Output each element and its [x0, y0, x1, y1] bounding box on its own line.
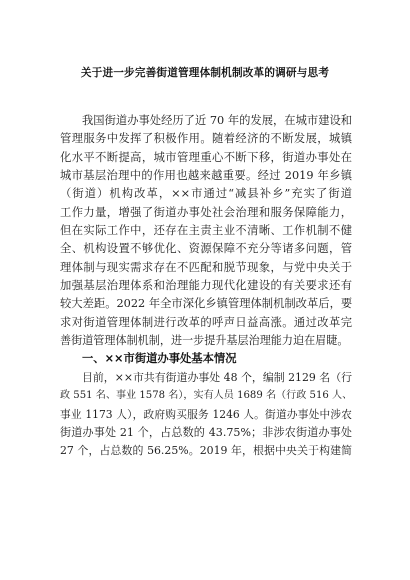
- paragraph-line: 街道办事处 21 个，占总数的 43.75%；非涉农街道办事处: [60, 425, 352, 439]
- paragraph-line: 求对街道管理体制进行改革的呼声日益高涨。通过改革完: [60, 315, 352, 329]
- paragraph-line: 27 个，占总数的 56.25%。2019 年，根据中央关于构建简: [60, 444, 352, 458]
- paragraph-line: 较大差距。2022 年全市深化乡镇管理体制机制改革后，要: [60, 297, 353, 311]
- paragraph-line: 但在实际工作中，还存在主责主业不清晰、工作机制不健: [60, 224, 352, 238]
- paragraph-line: 目前，××市共有街道办事处 48 个，编制 2129 名（行: [82, 370, 352, 384]
- paragraph-line: 善街道管理体制机制，进一步提升基层治理能力迫在眉睫。: [60, 334, 349, 348]
- document-body: [60, 112, 352, 461]
- section-heading: 一、××市街道办事处基本情况: [82, 352, 237, 366]
- paragraph-line: （街道）机构改革，××市通过“减县补乡”充实了街道: [60, 187, 352, 201]
- paragraph-line: 工作力量，增强了街道办事处社会治理和服务保障能力，: [60, 205, 352, 219]
- paragraph-line: 理体制与现实需求存在不匹配和脱节现象，与党中央关于: [60, 260, 352, 274]
- paragraph-line: 化水平不断提高，城市管理重心不断下移，街道办事处在: [60, 150, 352, 164]
- document-title: 关于进一步完善街道管理体制机制改革的调研与思考: [80, 67, 330, 79]
- paragraph-line: 加强基层治理体系和治理能力现代化建设的有关要求还有: [60, 279, 352, 293]
- paragraph-line: 管理服务中发挥了积极作用。随着经济的不断发展，城镇: [60, 132, 352, 146]
- paragraph-line: 全、机构设置不够优化、资源保障不充分等诸多问题，管: [60, 242, 352, 256]
- paragraph-line: 我国街道办事处经历了近 70 年的发展，在城市建设和: [82, 114, 353, 127]
- paragraph-line: 城市基层治理中的作用也越来越重要。经过 2019 年乡镇: [60, 169, 352, 183]
- paragraph-line: 政 551 名、事业 1578 名），实有人员 1689 名（行政 516 人、: [60, 390, 353, 402]
- paragraph-line: 事业 1173 人），政府购买服务 1246 人。街道办事处中涉农: [60, 407, 352, 421]
